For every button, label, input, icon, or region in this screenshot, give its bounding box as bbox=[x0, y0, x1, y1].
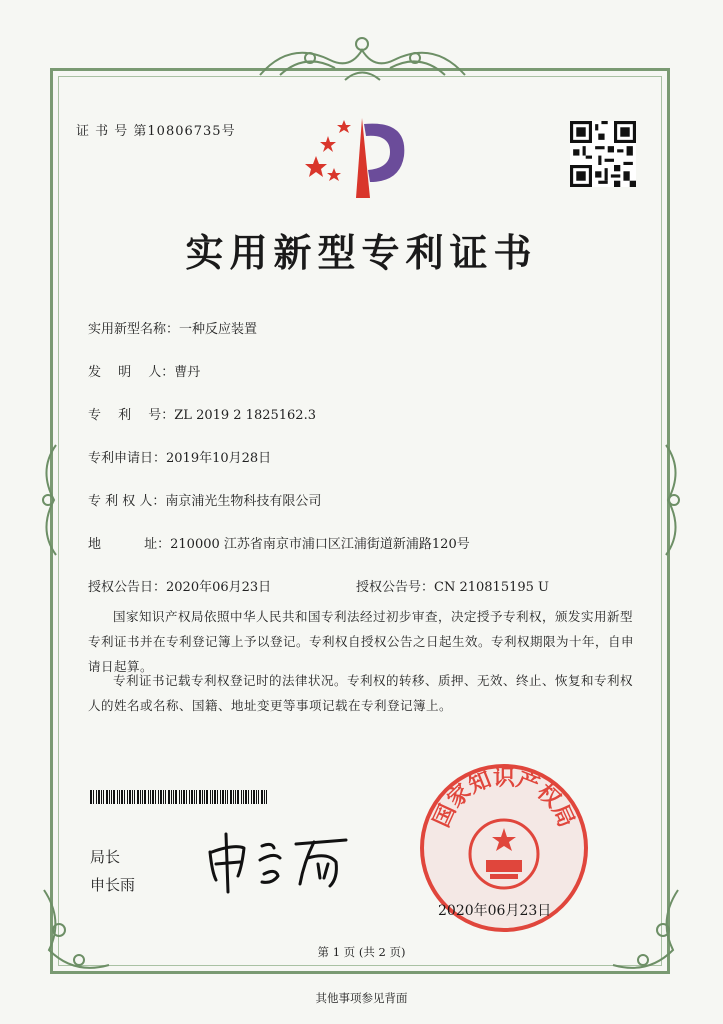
barcode-icon bbox=[90, 790, 270, 804]
field-name bbox=[88, 318, 257, 337]
field-value: 2019年10月28日 bbox=[166, 451, 272, 466]
field-filing-date bbox=[88, 447, 271, 466]
paragraph: 专利证书记载专利权登记时的法律状况。专利权的转移、质押、无效、终止、恢复和专利权人的姓名或名称、国籍、地址变更等事项记载在专利登记簿上。 bbox=[88, 673, 634, 713]
certificate-number: 证 书 号 第10806735号 bbox=[76, 124, 236, 139]
paragraph: 国家知识产权局依照中华人民共和国专利法经过初步审查，决定授予专利权，颁发实用新型专利证书并在专利登记簿上予以登记。专利权自授权公告之日起生效。专利权期限为十年，自申请日起算。 bbox=[88, 609, 635, 674]
patent-logo-icon bbox=[304, 112, 414, 200]
field-label: 专利申请日： bbox=[88, 451, 167, 466]
field-label: 地 址： bbox=[88, 537, 171, 552]
top-ornament-icon bbox=[250, 30, 475, 90]
signature-icon bbox=[204, 822, 354, 894]
field-value: 南京浦光生物科技有限公司 bbox=[165, 494, 322, 509]
field-label: 专 利 号： bbox=[88, 408, 175, 423]
field-grant-number bbox=[356, 576, 549, 595]
field-patent-number bbox=[88, 404, 316, 423]
qr-code-icon[interactable] bbox=[570, 121, 636, 187]
field-label: 授权公告日： bbox=[88, 580, 167, 595]
certificate-title: 实用新型专利证书 bbox=[185, 230, 538, 275]
bottom-right-ornament-icon bbox=[608, 880, 688, 980]
field-value: 2020年06月23日 bbox=[166, 580, 272, 595]
bottom-left-ornament-icon bbox=[34, 880, 114, 980]
field-value: 曹丹 bbox=[174, 365, 201, 380]
field-value: CN 210815195 U bbox=[434, 580, 549, 595]
field-value: ZL 2019 2 1825162.3 bbox=[174, 408, 316, 423]
director-title: 局长 bbox=[90, 848, 121, 866]
field-inventor bbox=[88, 361, 200, 380]
field-label: 授权公告号： bbox=[356, 580, 435, 595]
footer-note: 其他事项参见背面 bbox=[315, 991, 408, 1005]
director-name: 申长雨 bbox=[90, 876, 136, 894]
field-label: 实用新型名称： bbox=[88, 322, 180, 337]
left-ornament-icon bbox=[36, 440, 64, 560]
field-grant-date bbox=[88, 576, 271, 595]
field-address bbox=[88, 533, 470, 552]
seal-text: 国家知识产权局 bbox=[429, 765, 579, 832]
field-value: 210000 江苏省南京市浦口区江浦街道新浦路120号 bbox=[170, 537, 470, 552]
page-number: 第 1 页 (共 2 页) bbox=[317, 945, 406, 959]
field-label: 发 明 人： bbox=[88, 365, 175, 380]
right-ornament-icon bbox=[658, 440, 686, 560]
field-label: 专 利 权 人： bbox=[88, 494, 166, 509]
field-patentee bbox=[88, 490, 321, 509]
seal-date: 2020年06月23日 bbox=[438, 903, 552, 919]
field-value: 一种反应装置 bbox=[179, 322, 258, 337]
